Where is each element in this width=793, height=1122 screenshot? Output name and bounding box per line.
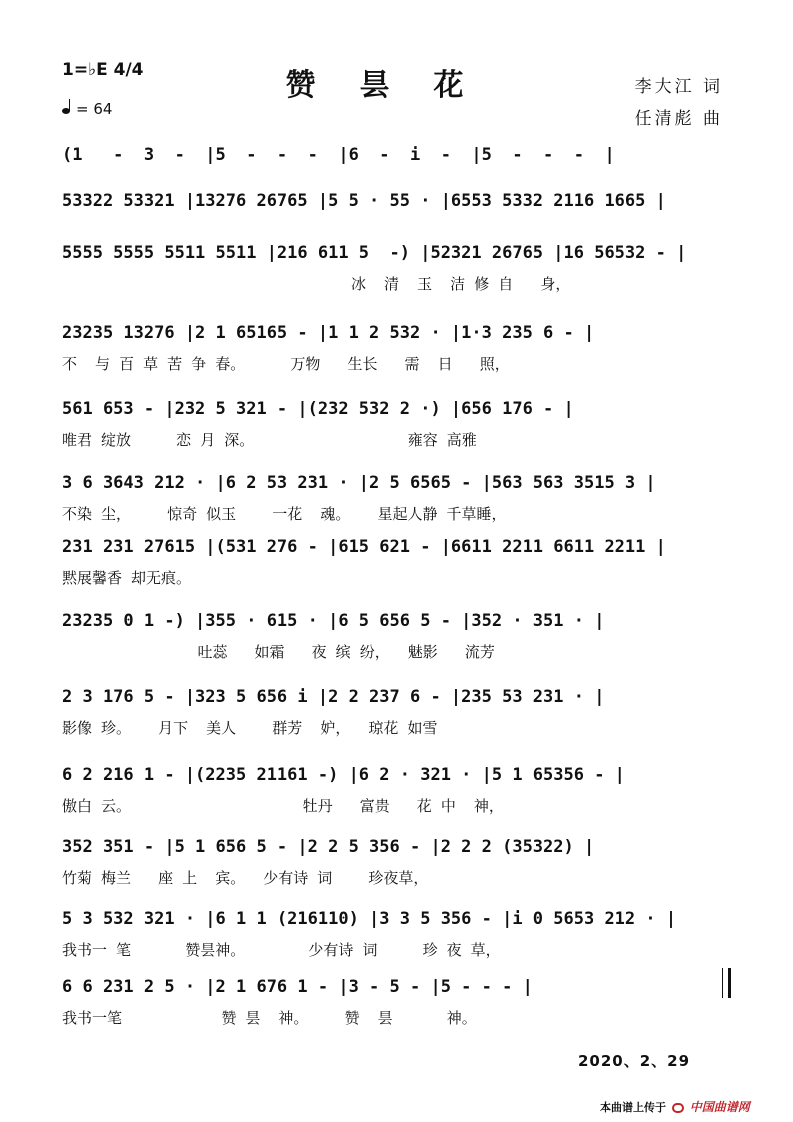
lyric-line: 黙展馨香 却无痕。 (62, 569, 192, 587)
key-signature: 1=♭E 4/4 (62, 60, 144, 80)
notation-line: 561 653 - |232 5 321 - |(232 532 2 ·) |656 176 - | (62, 399, 574, 419)
upload-footer (600, 1098, 750, 1115)
lyric-line: 影像 珍。 月下 美人 群芳 妒， 琼花 如雪 (62, 719, 438, 737)
score-row (62, 318, 732, 388)
notation-line: 5555 5555 5511 5511 |216 611 5 -) |52321 26765 |16 56532 - | (62, 243, 687, 263)
score-row (62, 238, 732, 308)
notation-line: 5 3 532 321 · |6 1 1 (216110) |3 3 5 356 - |i 0 5653 212 · | (62, 909, 677, 929)
composer-credit: 任清彪 曲 (634, 109, 723, 129)
notation-line: 23235 13276 |2 1 65165 - |1 1 2 532 · |1·3 235 6 - | (62, 323, 595, 343)
notation-line: 53322 53321 |13276 26765 |5 5 · 55 · |6553 5332 2116 1665 | (62, 191, 666, 211)
score-row (62, 682, 732, 752)
score-row (62, 468, 732, 538)
lyric-line: 傲白 云。 牡丹 富贵 花 中 神， (62, 797, 504, 815)
final-barline-thick (728, 968, 731, 998)
notation-line: 6 6 231 2 5 · |2 1 676 1 - |3 - 5 - |5 - - - | (62, 977, 533, 997)
score-row (62, 532, 732, 602)
upload-text: 本曲谱上传于 (600, 1101, 666, 1114)
lyric-line: 唯君 绽放 恋 月 深。 雍容 高雅 (62, 431, 477, 449)
notation-line: 2 3 176 5 - |323 5 656 i |2 2 237 6 - |235 53 231 · | (62, 687, 605, 707)
notation-line: 6 2 216 1 - |(2235 21161 -) |6 2 · 321 · |5 1 65356 - | (62, 765, 625, 785)
date-stamp: 2020、2、29 (578, 1052, 691, 1070)
lyric-line: 竹菊 梅兰 座 上 宾。 少有诗 词 珍夜草， (62, 869, 429, 887)
tempo-value: = 64 (76, 100, 113, 118)
lyric-line: 不 与 百 草 苦 争 春。 万物 生长 需 日 照， (62, 355, 510, 373)
score-row (62, 606, 732, 676)
score-row (62, 394, 732, 464)
notation-line: 352 351 - |5 1 656 5 - |2 2 5 356 - |2 2 2 (35322) | (62, 837, 595, 857)
final-barline-thin (722, 968, 723, 998)
quarter-note-icon (62, 108, 70, 114)
lyric-line: 冰 清 玉 洁 修 自 身， (62, 275, 571, 293)
lyricist-credit: 李大江 词 (634, 77, 723, 97)
lyric-line: 不染 尘， 惊奇 似玉 一花 魂。 星起人静 千草睡， (62, 505, 507, 523)
score-row (62, 832, 732, 902)
lyric-line: 吐蕊 如霜 夜 缤 纷， 魅影 流芳 (62, 643, 495, 661)
score-row (62, 972, 732, 1042)
notation-line: 3 6 3643 212 · |6 2 53 231 · |2 5 6565 - |563 563 3515 3 | (62, 473, 656, 493)
score-row (62, 904, 732, 974)
notation-line: 231 231 27615 |(531 276 - |615 621 - |6611 2211 6611 2211 | (62, 537, 666, 557)
site-name: 中国曲谱网 (689, 1100, 750, 1114)
site-logo-icon (672, 1103, 684, 1113)
lyric-line: 我书一笔 赞 昙 神。 赞 昙 神。 (62, 1009, 477, 1027)
notation-line: 23235 0 1 -) |355 · 615 · |6 5 656 5 - |352 · 351 · | (62, 611, 605, 631)
song-title: 赞昙花 (285, 68, 508, 103)
score-row (62, 760, 732, 830)
lyric-line: 我书一 笔 赞昙神。 少有诗 词 珍 夜 草， (62, 941, 501, 959)
notation-line: (1 - 3 - |5 - - - |6 - i - |5 - - - | (62, 145, 615, 165)
